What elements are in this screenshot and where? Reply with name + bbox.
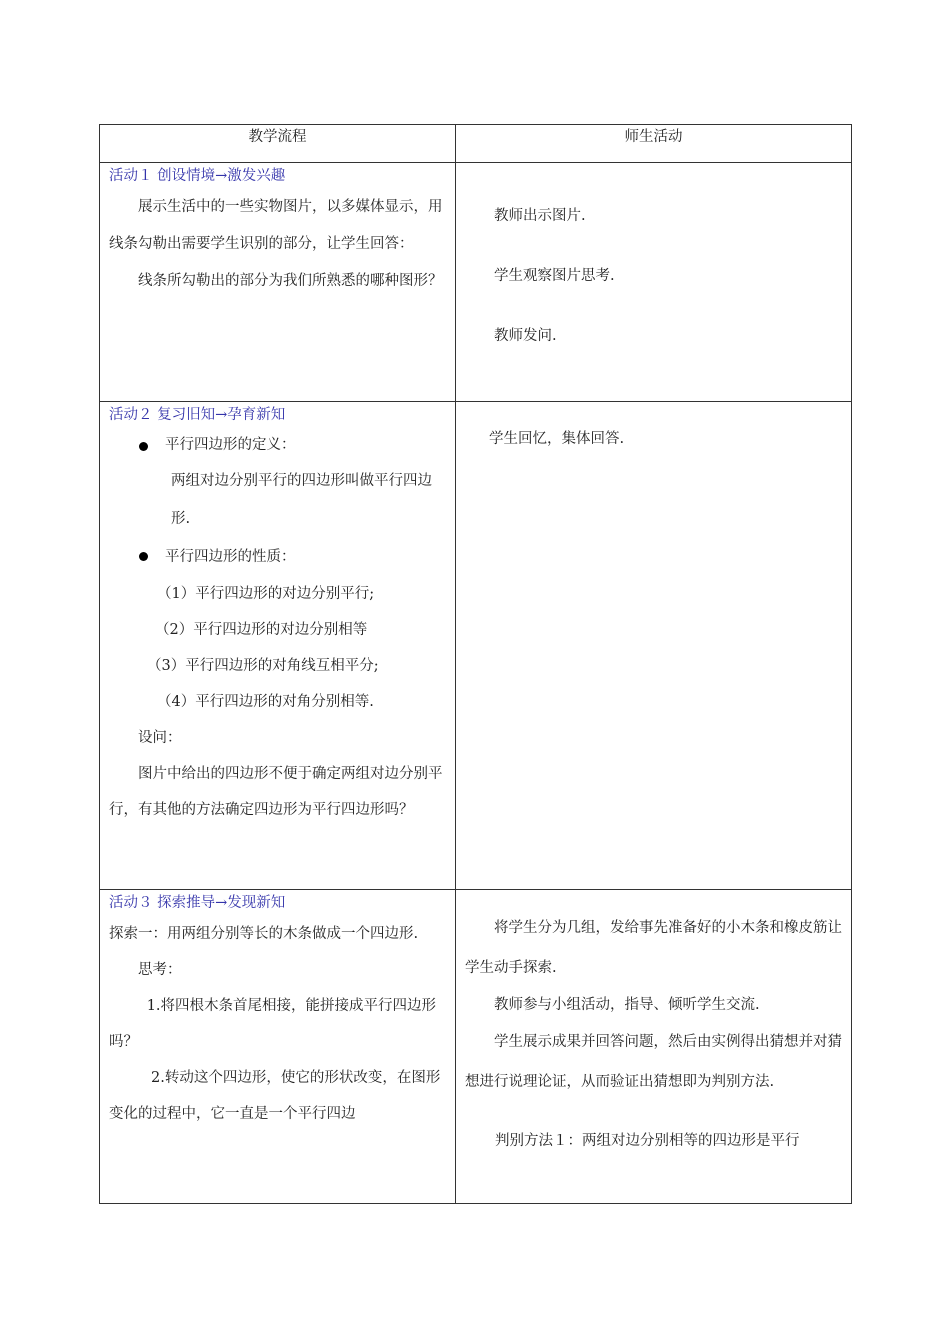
activity2-title: 活动２ 复习旧知→孕育新知 [109,407,286,423]
header-teacher-student-activity: 师生活动 [456,125,852,163]
activity3-title: 活动３ 探索推导→发现新知 [109,895,286,911]
property-3: （3）平行四边形的对角线互相平分; [147,658,379,674]
activity2-activity-cell [456,402,852,890]
activity3-right-line-3: 学生展示成果并回答问题，然后由实例得出猜想并对猜想进行说理论证，从而验证出猜想即为判别方法. [465,1034,842,1090]
activity3-activity-cell [456,890,852,1204]
activity3-right-line-2: 教师参与小组活动，指导、倾听学生交流. [494,997,760,1013]
activity1-paragraph-2: 线条所勾勒出的部分为我们所熟悉的哪种图形？ [138,273,443,289]
activity3-right-line-4: 判别方法１：两组对边分别相等的四边形是平行 [495,1133,800,1149]
lesson-plan-table [99,124,852,1204]
activity1-flow-cell [100,163,456,402]
activity3-flow-cell [100,890,456,1204]
definition-text: 两组对边分别平行的四边形叫做平行四边形. [171,473,432,527]
table-header-row [100,125,852,163]
explore-one-text: 探索一：用两组分别等长的木条做成一个四边形. [109,926,419,942]
activity2-flow-cell [100,402,456,890]
activity3-right-line-1: 将学生分为几组，发给事先准备好的小木条和橡皮筋让学生动手探索. [465,920,842,976]
think-label: 思考： [138,962,182,978]
activity1-right-line-3: 教师发问. [494,328,557,344]
bullet-definition-label: 平行四边形的定义： [165,437,296,453]
activity1-right-line-2: 学生观察图片思考. [494,268,615,284]
activity2-bullet-properties [109,538,447,576]
bullet-dot-icon [139,552,148,561]
activity2-bullet-definition [109,428,447,462]
header-teaching-flow: 教学流程 [100,125,456,163]
activity2-right-line-1: 学生回忆，集体回答. [489,431,625,447]
property-2: （2）平行四边形的对边分别相等 [155,622,368,638]
table-row-activity2 [100,402,852,890]
bullet-dot-icon [139,442,148,451]
activity1-activity-cell [456,163,852,402]
think-question-2: 2.转动这个四边形，使它的形状改变，在图形变化的过程中，它一直是一个平行四边 [109,1070,441,1122]
activity1-title: 活动１ 创设情境→激发兴趣 [109,168,286,184]
table-row-activity3 [100,890,852,1204]
table-row-activity1 [100,163,852,402]
think-question-1: 1.将四根木条首尾相接，能拼接成平行四边形吗？ [109,998,437,1050]
bullet-properties-label: 平行四边形的性质： [165,549,296,565]
activity1-paragraph-1: 展示生活中的一些实物图片，以多媒体显示，用线条勾勒出需要学生识别的部分，让学生回答： [109,199,443,252]
activity1-right-line-1: 教师出示图片. [494,208,586,224]
property-1: （1）平行四边形的对边分别平行; [157,586,375,602]
definition-line [109,462,447,538]
question-text: 图片中给出的四边形不便于确定两组对边分别平行，有其他的方法确定四边形为平行四边形吗？ [109,766,443,818]
property-4: （4）平行四边形的对角分别相等. [157,694,374,710]
question-label: 设问： [138,730,182,746]
